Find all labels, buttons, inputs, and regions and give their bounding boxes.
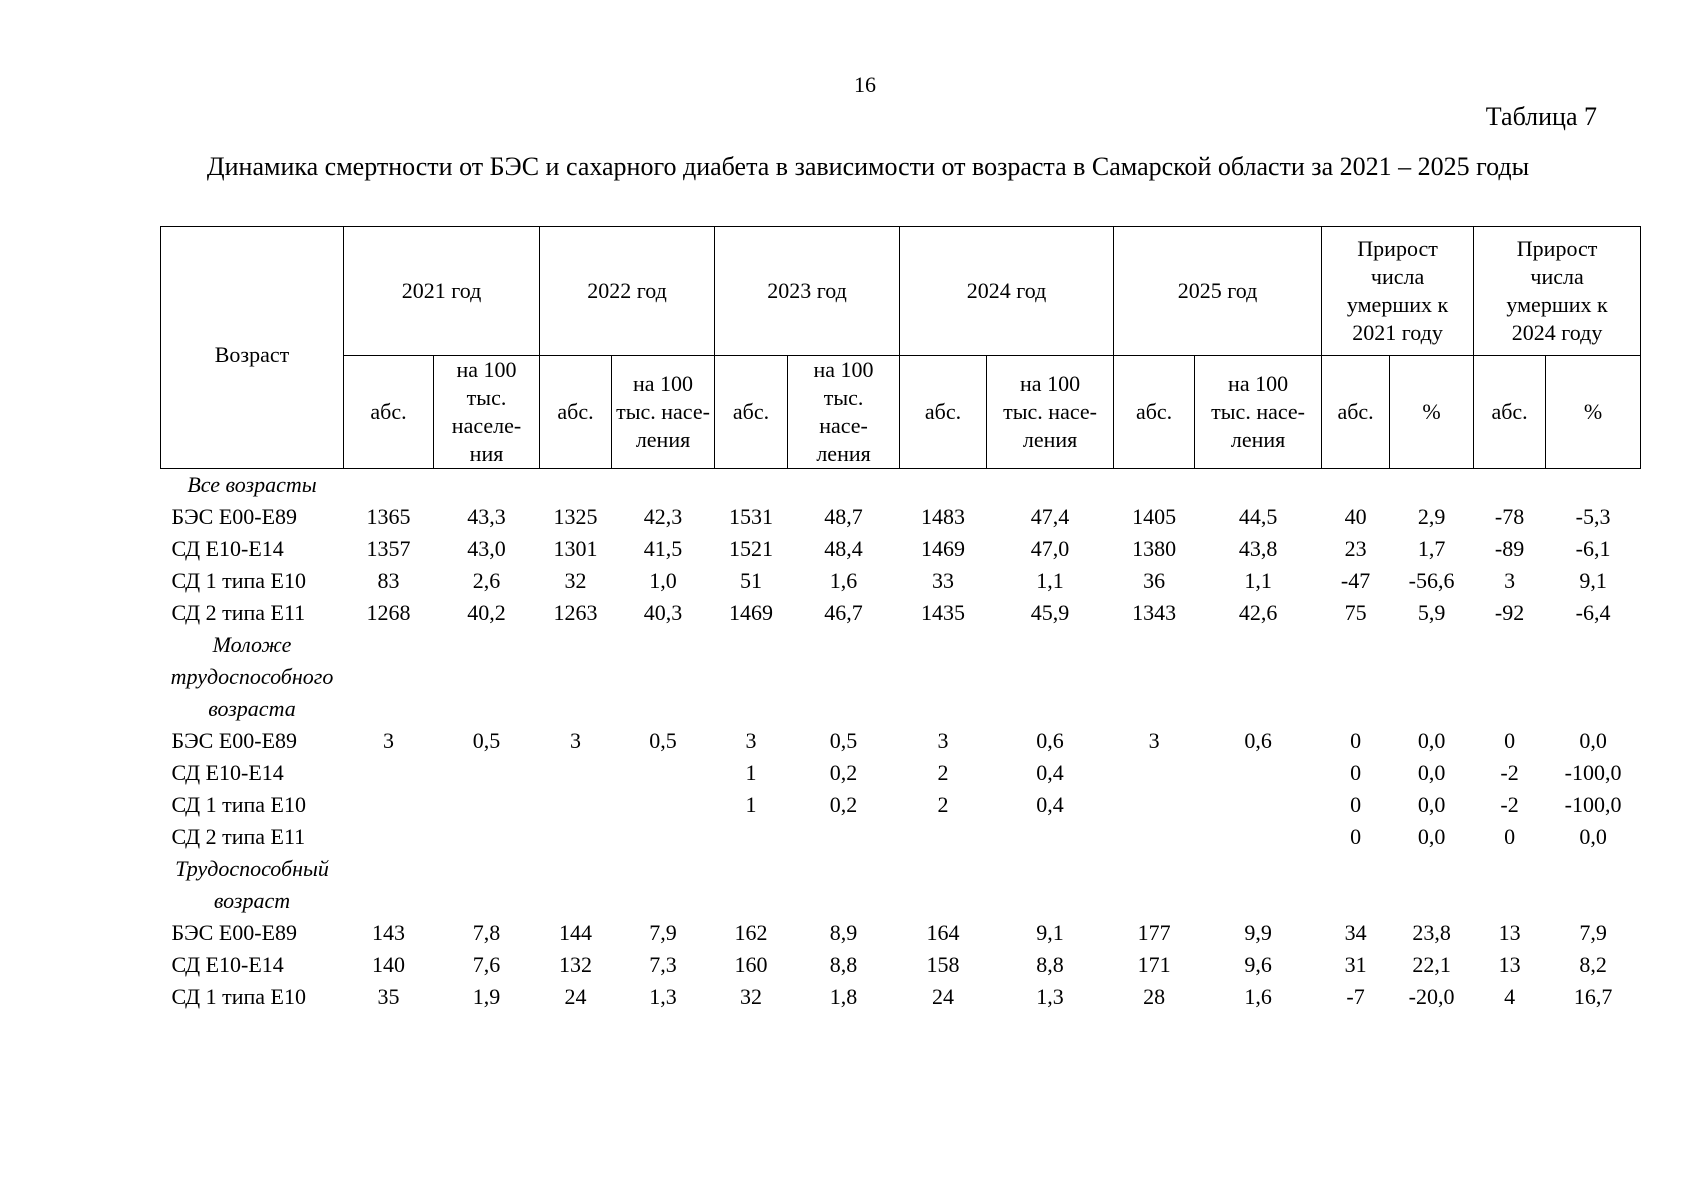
table-cell	[1114, 789, 1195, 821]
section-spacer	[344, 629, 1641, 661]
table-cell: -56,6	[1408, 568, 1455, 593]
header-rate-2025: на 100 тыс. насе- ления	[1195, 356, 1322, 469]
table-cell: 1343	[1132, 600, 1177, 625]
table-cell: 9,1	[1036, 920, 1064, 945]
table-cell: 177	[1137, 920, 1171, 945]
row-label: СД 1 типа Е10	[171, 568, 306, 593]
table-header	[161, 227, 1641, 469]
table-cell: 1325	[553, 504, 598, 529]
table-cell: 16,7	[1573, 984, 1613, 1009]
table-cell: 43,8	[1238, 536, 1278, 561]
table-cell: -6,4	[1575, 600, 1611, 625]
table-cell	[612, 789, 715, 821]
table-cell: 164	[926, 920, 960, 945]
table-cell	[1114, 821, 1195, 853]
table-cell: 44,5	[1238, 504, 1278, 529]
section-spacer	[344, 469, 1641, 502]
table-cell: -7	[1346, 984, 1365, 1009]
table-cell: 9,9	[1244, 920, 1272, 945]
section-title: Все возрасты	[187, 472, 317, 497]
section-title-row	[161, 885, 1641, 917]
table-row	[161, 501, 1641, 533]
table-row	[161, 533, 1641, 565]
table-cell: 3	[745, 728, 757, 753]
mortality-table	[160, 226, 1641, 1013]
table-cell: 33	[932, 568, 955, 593]
table-cell	[344, 789, 434, 821]
table-cell: 158	[926, 952, 960, 977]
table-cell: 0	[1504, 824, 1516, 849]
table-cell: 13	[1498, 952, 1521, 977]
table-cell: 41,5	[643, 536, 683, 561]
table-cell: 1357	[366, 536, 411, 561]
table-cell: 2,6	[472, 568, 501, 593]
section-spacer	[344, 885, 1641, 917]
table-cell: 9,6	[1244, 952, 1272, 977]
table-cell: -20,0	[1408, 984, 1455, 1009]
table-cell: 140	[372, 952, 405, 977]
header-rate-2023: на 100 тыс. насе- ления	[788, 356, 900, 469]
table-cell: 1,0	[649, 568, 677, 593]
table-cell: 1,3	[1036, 984, 1064, 1009]
section-title-row	[161, 853, 1641, 885]
table-cell: -78	[1494, 504, 1525, 529]
table-cell: 0,0	[1417, 792, 1446, 817]
table-cell: -6,1	[1575, 536, 1611, 561]
table-row	[161, 757, 1641, 789]
header-rate-2021: на 100 тыс. населе- ния	[434, 356, 540, 469]
section-title: возраст	[213, 888, 291, 913]
table-cell: 0,0	[1579, 728, 1607, 753]
table-cell: 48,4	[824, 536, 863, 561]
header-year-2024: 2024 год	[900, 227, 1114, 356]
table-row	[161, 821, 1641, 853]
table-cell	[434, 789, 540, 821]
table-cell: 7,3	[649, 952, 677, 977]
table-cell	[344, 821, 434, 853]
table-cell: -5,3	[1575, 504, 1611, 529]
table-cell: 0,0	[1417, 760, 1446, 785]
section-title-row	[161, 469, 1641, 502]
table-cell	[612, 821, 715, 853]
table-cell: 0,2	[829, 792, 858, 817]
table-label: Таблица 7	[1485, 102, 1597, 131]
table-cell: 3	[383, 728, 394, 753]
table-cell: 162	[734, 920, 768, 945]
table-cell: 1521	[729, 536, 774, 561]
table-cell: 43,0	[467, 536, 506, 561]
table-cell: 1,8	[829, 984, 858, 1009]
section-title: трудоспособного	[170, 664, 334, 689]
table-cell: 0,5	[829, 728, 858, 753]
table-cell: 7,6	[472, 952, 501, 977]
table-cell: 32	[564, 568, 587, 593]
table-cell	[1195, 789, 1322, 821]
table-cell	[788, 821, 900, 853]
table-cell: 31	[1344, 952, 1367, 977]
table-cell: 1405	[1132, 504, 1177, 529]
table-cell: 0	[1350, 792, 1362, 817]
table-cell: -100,0	[1564, 792, 1622, 817]
table-cell: 0	[1504, 728, 1516, 753]
table-cell: 0,4	[1036, 792, 1064, 817]
section-title-row	[161, 629, 1641, 661]
table-cell: 0,6	[1244, 728, 1272, 753]
table-cell	[540, 821, 612, 853]
row-label: СД 1 типа Е10	[171, 792, 306, 817]
table-cell: 143	[372, 920, 405, 945]
document-title: Динамика смертности от БЭС и сахарного диабета в зависимости от возраста в Самарской области за 2021 – 2025 годы	[206, 152, 1530, 181]
table-cell	[715, 821, 788, 853]
header-growth-2024-pct: %	[1546, 356, 1641, 469]
table-cell: 34	[1344, 920, 1367, 945]
table-cell: 0,0	[1579, 824, 1607, 849]
row-label: СД Е10-Е14	[171, 760, 284, 785]
table-cell: 1,6	[1244, 984, 1272, 1009]
table-cell: 1,1	[1036, 568, 1064, 593]
row-label: БЭС Е00-Е89	[171, 728, 298, 753]
table-cell: 8,9	[829, 920, 858, 945]
table-cell: 4	[1504, 984, 1516, 1009]
table-cell: 0,0	[1417, 728, 1446, 753]
table-cell: 46,7	[824, 600, 863, 625]
table-cell: 1,1	[1244, 568, 1272, 593]
table-cell: 7,9	[649, 920, 677, 945]
table-cell: 1263	[553, 600, 598, 625]
table-cell: 3	[570, 728, 582, 753]
table-cell	[987, 821, 1114, 853]
table-cell: -89	[1494, 536, 1525, 561]
table-cell: 1531	[729, 504, 774, 529]
table-cell: 160	[734, 952, 768, 977]
section-title: Моложе	[212, 632, 292, 657]
header-year-2025: 2025 год	[1114, 227, 1322, 356]
table-cell: 1,3	[649, 984, 677, 1009]
header-growth-2021-abs: абс.	[1322, 356, 1390, 469]
table-cell	[900, 821, 987, 853]
table-cell: 1380	[1132, 536, 1177, 561]
table-cell: 144	[559, 920, 593, 945]
table-cell: 171	[1137, 952, 1171, 977]
row-label: БЭС Е00-Е89	[171, 920, 298, 945]
table-cell: 42,6	[1238, 600, 1278, 625]
table-cell: 45,9	[1030, 600, 1070, 625]
table-cell: 48,7	[824, 504, 863, 529]
table-row	[161, 949, 1641, 981]
table-cell: 23	[1344, 536, 1367, 561]
table-cell: 0	[1350, 824, 1362, 849]
table-cell	[540, 789, 612, 821]
section-spacer	[344, 661, 1641, 693]
table-cell: 0	[1350, 728, 1362, 753]
table-cell: 0,4	[1036, 760, 1064, 785]
row-label: БЭС Е00-Е89	[171, 504, 298, 529]
page-number: 16	[854, 72, 876, 97]
header-abs-2024: абс.	[900, 356, 987, 469]
table-cell: 1	[745, 760, 757, 785]
table-cell: 132	[559, 952, 593, 977]
table-cell: 23,8	[1412, 920, 1451, 945]
table-cell: 1268	[366, 600, 411, 625]
header-growth-2024-abs: абс.	[1474, 356, 1546, 469]
header-age: Возраст	[161, 227, 344, 469]
table-cell: 40,3	[643, 600, 683, 625]
table-cell: 0,6	[1036, 728, 1064, 753]
row-label: СД 2 типа Е11	[171, 824, 306, 849]
table-cell: 1,6	[829, 568, 858, 593]
table-cell: 13	[1498, 920, 1521, 945]
table-cell: 7,9	[1579, 920, 1607, 945]
row-label: СД 2 типа Е11	[171, 600, 306, 625]
table-cell	[434, 757, 540, 789]
row-label: СД Е10-Е14	[171, 536, 284, 561]
table-cell: 8,8	[829, 952, 858, 977]
table-cell: 5,9	[1417, 600, 1446, 625]
table-row	[161, 725, 1641, 757]
table-cell: 2	[937, 760, 949, 785]
table-cell	[1195, 757, 1322, 789]
table-cell: 0,5	[472, 728, 501, 753]
table-cell: -47	[1340, 568, 1371, 593]
table-row	[161, 981, 1641, 1013]
header-abs-2022: абс.	[540, 356, 612, 469]
header-year-2021: 2021 год	[344, 227, 540, 356]
table-cell	[612, 757, 715, 789]
table-cell: 28	[1143, 984, 1166, 1009]
table-cell: 83	[377, 568, 400, 593]
table-cell: 0,5	[649, 728, 677, 753]
section-title-row	[161, 693, 1641, 725]
table-cell: 2	[937, 792, 949, 817]
table-cell: 0,2	[829, 760, 858, 785]
table-cell: -92	[1494, 600, 1525, 625]
table-cell: 47,4	[1030, 504, 1070, 529]
table-cell: 3	[1148, 728, 1160, 753]
table-cell: 0	[1350, 760, 1362, 785]
table-cell: 32	[740, 984, 763, 1009]
table-cell: 1,7	[1417, 536, 1446, 561]
table-cell: 40,2	[467, 600, 506, 625]
header-growth-2021: Прирост числа умерших к 2021 году	[1322, 227, 1474, 356]
header-abs-2023: абс.	[715, 356, 788, 469]
table-cell: 0,0	[1417, 824, 1446, 849]
header-rate-2024: на 100 тыс. насе- ления	[987, 356, 1114, 469]
table-cell: 1483	[921, 504, 966, 529]
header-rate-2022: на 100 тыс. насе- ления	[612, 356, 715, 469]
header-growth-2021-pct: %	[1390, 356, 1474, 469]
table-cell: 2,9	[1417, 504, 1446, 529]
table-cell: 75	[1344, 600, 1367, 625]
table-cell: -2	[1500, 760, 1519, 785]
row-label: СД Е10-Е14	[171, 952, 284, 977]
table-cell: 24	[564, 984, 587, 1009]
table-cell	[540, 757, 612, 789]
table-cell: 22,1	[1412, 952, 1451, 977]
table-row	[161, 917, 1641, 949]
table-cell: 7,8	[472, 920, 501, 945]
table-cell: 1469	[729, 600, 774, 625]
table-cell: 42,3	[643, 504, 683, 529]
table-row	[161, 597, 1641, 629]
header-year-2023: 2023 год	[715, 227, 900, 356]
table-body	[161, 469, 1641, 1014]
row-label: СД 1 типа Е10	[171, 984, 306, 1009]
table-cell: 1435	[921, 600, 966, 625]
table-cell: 8,8	[1036, 952, 1064, 977]
table-cell: 24	[932, 984, 955, 1009]
table-cell: 1301	[553, 536, 598, 561]
table-cell: 43,3	[467, 504, 506, 529]
table-row	[161, 565, 1641, 597]
table-cell: 1	[745, 792, 757, 817]
section-title: возраста	[208, 696, 296, 721]
table-cell	[1195, 821, 1322, 853]
table-cell: 8,2	[1579, 952, 1607, 977]
header-abs-2021: абс.	[344, 356, 434, 469]
table-cell: 47,0	[1030, 536, 1070, 561]
header-abs-2025: абс.	[1114, 356, 1195, 469]
table-cell: 3	[937, 728, 949, 753]
table-cell: 9,1	[1579, 568, 1607, 593]
table-cell: 36	[1143, 568, 1166, 593]
section-title: Трудоспособный	[175, 856, 329, 881]
table-cell: -100,0	[1564, 760, 1622, 785]
table-cell: 1365	[366, 504, 411, 529]
header-growth-2024: Прирост числа умерших к 2024 году	[1474, 227, 1641, 356]
table-cell: 3	[1504, 568, 1516, 593]
table-cell	[1114, 757, 1195, 789]
table-row	[161, 789, 1641, 821]
section-spacer	[344, 693, 1641, 725]
table-cell	[434, 821, 540, 853]
table-cell: 1469	[921, 536, 966, 561]
table-cell: 51	[740, 568, 763, 593]
table-cell: 35	[377, 984, 400, 1009]
table-cell: 1,9	[472, 984, 501, 1009]
table-cell: -2	[1500, 792, 1519, 817]
section-spacer	[344, 853, 1641, 885]
table-cell	[344, 757, 434, 789]
header-year-2022: 2022 год	[540, 227, 715, 356]
section-title-row	[161, 661, 1641, 693]
table-cell: 40	[1344, 504, 1367, 529]
